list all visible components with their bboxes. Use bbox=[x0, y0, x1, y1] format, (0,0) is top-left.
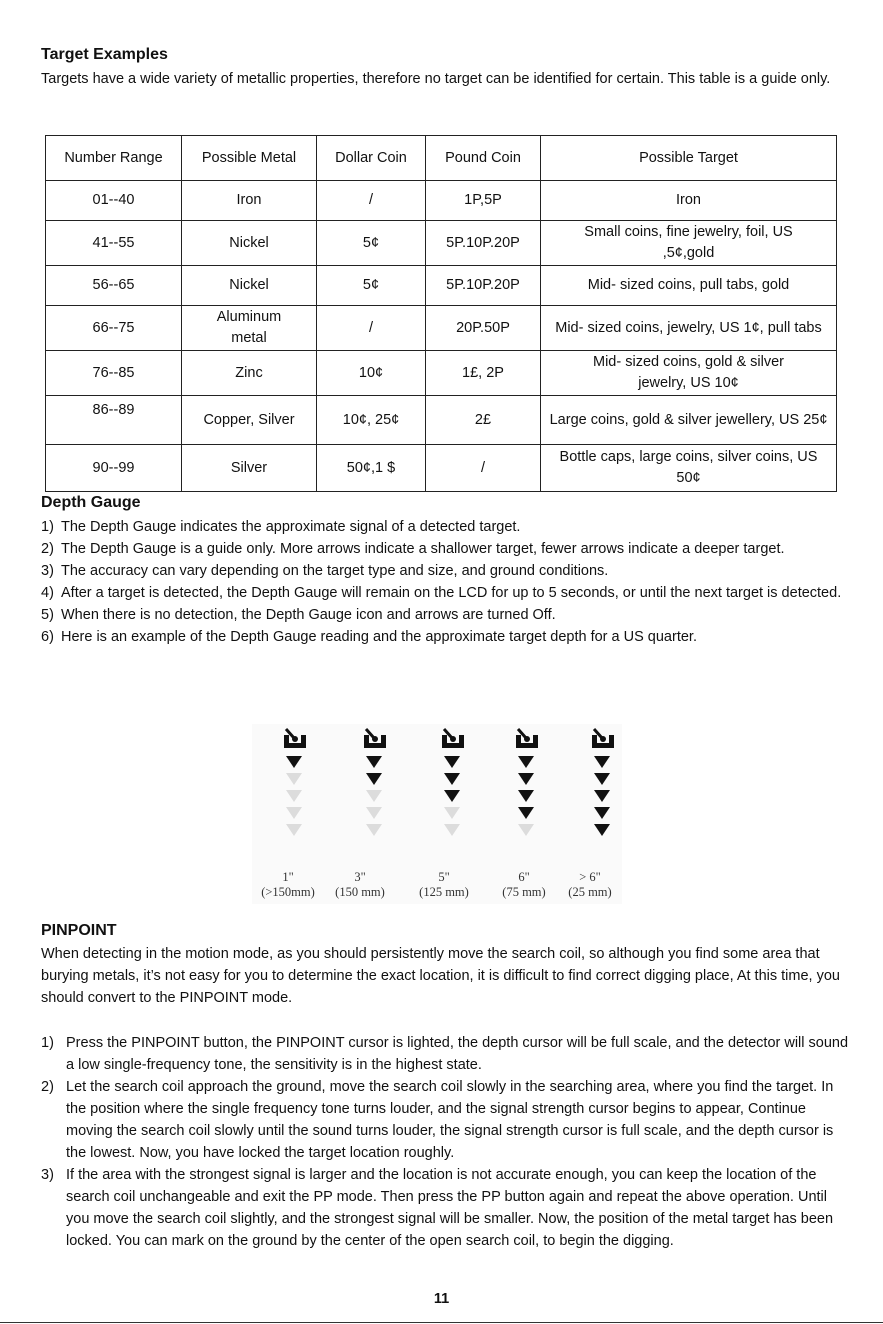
table-header-row bbox=[46, 136, 837, 181]
list-item-text: The Depth Gauge indicates the approximate signal of a detected target. bbox=[61, 519, 521, 535]
possible-target-cell: Mid- sized coins, gold & silver jewelry, US 10¢ bbox=[541, 351, 837, 396]
depth-arrow-icon bbox=[594, 824, 610, 836]
depth-arrow-icon bbox=[518, 790, 534, 802]
possible-target-cell: Mid- sized coins, jewelry, US 1¢, pull tabs bbox=[541, 306, 837, 351]
number-range-cell: 56--65 bbox=[46, 266, 182, 306]
list-item-number: 3) bbox=[41, 1167, 54, 1183]
depth-arrow-icon bbox=[594, 756, 610, 768]
table-row bbox=[46, 396, 837, 445]
footer-divider bbox=[0, 1322, 883, 1323]
header-possible-target: Possible Target bbox=[541, 136, 837, 181]
depth-arrow-icon bbox=[286, 824, 302, 836]
possible-target-cell: Iron bbox=[541, 181, 837, 221]
depth-inches: 6" bbox=[518, 870, 530, 884]
depth-label bbox=[496, 870, 552, 900]
table-row bbox=[46, 445, 837, 492]
pound-coin-cell: 5P.10P.20P bbox=[426, 266, 541, 306]
target-examples-intro: Targets have a wide variety of metallic properties, therefore no target can be identified for certain. This table is a guide only. bbox=[41, 71, 831, 87]
depth-gauge-column bbox=[274, 728, 314, 853]
list-item-text: If the area with the strongest signal is larger and the location is not accurate enough, you can keep the location of the search coil unchangeable and exit the PP mode. Then press the PP button again and repeat the above operation. Until you move the search coil slightly, and the strongest signal will be smaller. Now, the position of the metal target has been locked. You can mark on the ground by the center of the open search coil, to begin the digging. bbox=[66, 1167, 834, 1249]
list-item-number: 4) bbox=[41, 585, 54, 601]
possible-metal-cell: Iron bbox=[182, 181, 317, 221]
list-item-text: After a target is detected, the Depth Gauge will remain on the LCD for up to 5 seconds, or until the next target is detected. bbox=[61, 585, 842, 601]
depth-millimeters: (25 mm) bbox=[568, 885, 612, 899]
list-item-text: The accuracy can vary depending on the target type and size, and ground conditions. bbox=[61, 563, 609, 579]
search-coil-icon bbox=[514, 728, 540, 750]
depth-arrow-icon bbox=[286, 790, 302, 802]
dollar-coin-cell: / bbox=[317, 181, 426, 221]
depth-gauge-heading: Depth Gauge bbox=[41, 494, 141, 511]
depth-arrow-icon bbox=[444, 790, 460, 802]
table-row bbox=[46, 181, 837, 221]
number-range-cell: 41--55 bbox=[46, 221, 182, 266]
possible-target-cell: Small coins, fine jewelry, foil, US ,5¢,gold bbox=[541, 221, 837, 266]
number-range-cell: 01--40 bbox=[46, 181, 182, 221]
search-coil-icon bbox=[590, 728, 616, 750]
possible-metal-cell: Copper, Silver bbox=[182, 396, 317, 445]
depth-arrow-icon bbox=[366, 824, 382, 836]
number-range-cell: 76--85 bbox=[46, 351, 182, 396]
table-row bbox=[46, 266, 837, 306]
list-item-text: When there is no detection, the Depth Gauge icon and arrows are turned Off. bbox=[61, 607, 556, 623]
dollar-coin-cell: 10¢ bbox=[317, 351, 426, 396]
list-item bbox=[41, 538, 851, 560]
header-dollar-coin: Dollar Coin bbox=[317, 136, 426, 181]
depth-inches: 1" bbox=[282, 870, 294, 884]
depth-gauge-column bbox=[354, 728, 394, 853]
possible-target-cell: Mid- sized coins, pull tabs, gold bbox=[541, 266, 837, 306]
pound-coin-cell: 5P.10P.20P bbox=[426, 221, 541, 266]
depth-arrow-icon bbox=[444, 773, 460, 785]
depth-arrow-icon bbox=[366, 756, 382, 768]
pinpoint-intro: When detecting in the motion mode, as you should persistently move the search coil, so although you find some area that burying metals, it’s not easy for you to determine the exact location, it is difficult to find correct digging place, At this time, you should convert to the PINPOINT mode. bbox=[41, 946, 840, 1006]
depth-arrow-icon bbox=[286, 756, 302, 768]
dollar-coin-cell: 10¢, 25¢ bbox=[317, 396, 426, 445]
depth-arrow-icon bbox=[594, 807, 610, 819]
search-coil-icon bbox=[362, 728, 388, 750]
list-item bbox=[41, 582, 851, 604]
depth-gauge-figure bbox=[252, 724, 622, 904]
target-examples-heading: Target Examples bbox=[41, 46, 168, 63]
table-row bbox=[46, 351, 837, 396]
header-pound-coin: Pound Coin bbox=[426, 136, 541, 181]
possible-metal-cell: Nickel bbox=[182, 266, 317, 306]
search-coil-icon bbox=[282, 728, 308, 750]
page-number: 11 bbox=[433, 1291, 450, 1307]
depth-gauge-column bbox=[506, 728, 546, 853]
list-item bbox=[41, 1076, 851, 1164]
depth-label bbox=[416, 870, 472, 900]
depth-gauge-column bbox=[582, 728, 622, 853]
list-item-number: 2) bbox=[41, 1079, 54, 1095]
possible-metal-cell: Zinc bbox=[182, 351, 317, 396]
table-row bbox=[46, 221, 837, 266]
depth-arrow-icon bbox=[444, 824, 460, 836]
list-item-text: Let the search coil approach the ground, move the search coil slowly in the searching area, where you find the target. In the position where the single frequency tone turns louder, and the signal strength cursor begins to appear, Continue moving the search coil slowly until the sound turns louder, the signal strength cursor is full scale, and the depth cursor is the lowest. Now, you have locked the target location roughly. bbox=[66, 1079, 834, 1161]
depth-label bbox=[562, 870, 618, 900]
depth-gauge-column bbox=[432, 728, 472, 853]
depth-arrow-icon bbox=[518, 824, 534, 836]
depth-millimeters: (75 mm) bbox=[502, 885, 546, 899]
list-item-number: 3) bbox=[41, 563, 54, 579]
number-range-cell: 66--75 bbox=[46, 306, 182, 351]
depth-arrow-icon bbox=[518, 773, 534, 785]
list-item bbox=[41, 516, 851, 538]
table-row bbox=[46, 306, 837, 351]
list-item-number: 6) bbox=[41, 629, 54, 645]
depth-gauge-list bbox=[41, 516, 851, 648]
depth-millimeters: (>150mm) bbox=[261, 885, 315, 899]
depth-label bbox=[332, 870, 388, 900]
depth-inches: 5" bbox=[438, 870, 450, 884]
depth-millimeters: (125 mm) bbox=[419, 885, 469, 899]
depth-arrow-icon bbox=[594, 773, 610, 785]
pound-coin-cell: 20P.50P bbox=[426, 306, 541, 351]
pound-coin-cell: / bbox=[426, 445, 541, 492]
depth-millimeters: (150 mm) bbox=[335, 885, 385, 899]
list-item-number: 1) bbox=[41, 1035, 54, 1051]
number-range-cell: 86--89 bbox=[46, 396, 182, 445]
depth-arrow-icon bbox=[444, 756, 460, 768]
list-item bbox=[41, 626, 851, 648]
dollar-coin-cell: 5¢ bbox=[317, 266, 426, 306]
list-item-number: 1) bbox=[41, 519, 54, 535]
list-item bbox=[41, 604, 851, 626]
possible-target-cell: Bottle caps, large coins, silver coins, US 50¢ bbox=[541, 445, 837, 492]
header-number-range: Number Range bbox=[46, 136, 182, 181]
depth-inches: 3" bbox=[354, 870, 366, 884]
number-range-cell: 90--99 bbox=[46, 445, 182, 492]
list-item bbox=[41, 560, 851, 582]
depth-arrow-icon bbox=[286, 773, 302, 785]
target-examples-table bbox=[45, 135, 837, 492]
depth-arrow-icon bbox=[518, 756, 534, 768]
pound-coin-cell: 2£ bbox=[426, 396, 541, 445]
pound-coin-cell: 1P,5P bbox=[426, 181, 541, 221]
depth-arrow-icon bbox=[366, 790, 382, 802]
depth-arrow-icon bbox=[366, 807, 382, 819]
depth-arrow-icon bbox=[518, 807, 534, 819]
depth-label bbox=[260, 870, 316, 900]
possible-metal-cell: Nickel bbox=[182, 221, 317, 266]
pound-coin-cell: 1£, 2P bbox=[426, 351, 541, 396]
possible-metal-cell: Silver bbox=[182, 445, 317, 492]
possible-target-cell: Large coins, gold & silver jewellery, US 25¢ bbox=[541, 396, 837, 445]
list-item-text: Press the PINPOINT button, the PINPOINT cursor is lighted, the depth cursor will be full scale, and the detector will sound a low single-frequency tone, the sensitivity is in the highest state. bbox=[66, 1035, 849, 1073]
possible-metal-cell: Aluminum metal bbox=[182, 306, 317, 351]
depth-arrow-icon bbox=[286, 807, 302, 819]
list-item-text: The Depth Gauge is a guide only. More arrows indicate a shallower target, fewer arrows indicate a deeper target. bbox=[61, 541, 785, 557]
depth-arrow-icon bbox=[366, 773, 382, 785]
dollar-coin-cell: / bbox=[317, 306, 426, 351]
pinpoint-steps-list bbox=[41, 1032, 851, 1252]
dollar-coin-cell: 5¢ bbox=[317, 221, 426, 266]
list-item-number: 2) bbox=[41, 541, 54, 557]
dollar-coin-cell: 50¢,1 $ bbox=[317, 445, 426, 492]
header-possible-metal: Possible Metal bbox=[182, 136, 317, 181]
depth-inches: > 6" bbox=[579, 870, 601, 884]
list-item-number: 5) bbox=[41, 607, 54, 623]
list-item-text: Here is an example of the Depth Gauge reading and the approximate target depth for a US quarter. bbox=[61, 629, 697, 645]
depth-arrow-icon bbox=[444, 807, 460, 819]
pinpoint-heading: PINPOINT bbox=[41, 922, 117, 939]
depth-arrow-icon bbox=[594, 790, 610, 802]
search-coil-icon bbox=[440, 728, 466, 750]
list-item bbox=[41, 1032, 851, 1076]
list-item bbox=[41, 1164, 851, 1252]
